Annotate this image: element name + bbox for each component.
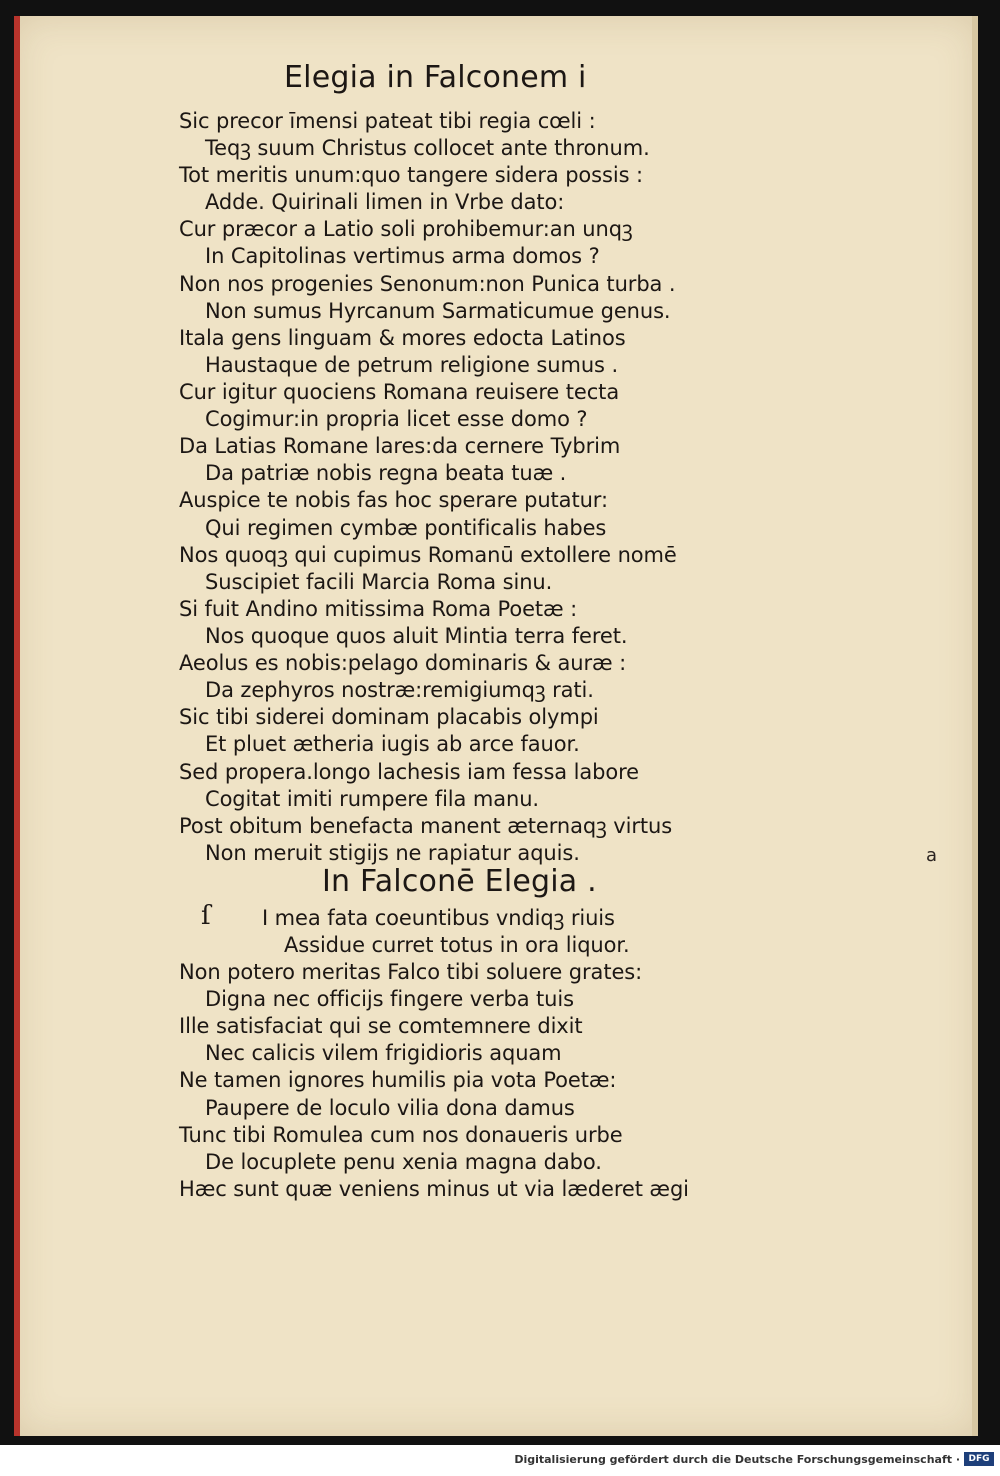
verse-line: Cogimur:in propria licet esse domo ? bbox=[205, 407, 588, 431]
initial-letter: ſ bbox=[201, 901, 211, 931]
verse-line: Sic precor īmensi pateat tibi regia cœli : bbox=[179, 109, 596, 133]
verse-line: Cogitat imiti rumpere fila manu. bbox=[205, 787, 539, 811]
verse-line: Si fuit Andino mitissima Roma Poetæ : bbox=[179, 597, 578, 621]
verse-line: Da patriæ nobis regna beata tuæ . bbox=[205, 461, 567, 485]
verse-line: Qui regimen cymbæ pontificalis habes bbox=[205, 516, 607, 540]
verse-line: Tot meritis unum:quo tangere sidera possis : bbox=[179, 163, 643, 187]
verse-line: Da zephyros nostræ:remigiumqꝫ rati. bbox=[205, 678, 594, 702]
verse-line: Ille satisfaciat qui se comtemnere dixit bbox=[179, 1014, 583, 1038]
verse-line: De locuplete penu xenia magna dabo. bbox=[205, 1150, 602, 1174]
verse-line: Ne tamen ignores humilis pia vota Poetæ: bbox=[179, 1068, 617, 1092]
verse-line: Cur igitur quociens Romana reuisere tecta bbox=[179, 380, 620, 404]
verse-line: In Capitolinas vertimus arma domos ? bbox=[205, 244, 600, 268]
verse-line: Digna nec officijs fingere verba tuis bbox=[205, 987, 574, 1011]
page-edge-right bbox=[972, 16, 978, 1436]
verse-line: Adde. Quirinali limen in Vrbe dato: bbox=[205, 190, 565, 214]
verse-line: Non sumus Hyrcanum Sarmaticumue genus. bbox=[205, 299, 671, 323]
verse-line: Tunc tibi Romulea cum nos donaueris urbe bbox=[179, 1123, 623, 1147]
verse-line: Sic tibi siderei dominam placabis olympi bbox=[179, 705, 599, 729]
verse-line: Nec calicis vilem frigidioris aquam bbox=[205, 1041, 562, 1065]
verse-line: Haustaque de petrum religione sumus . bbox=[205, 353, 619, 377]
verse-line: Suscipiet facili Marcia Roma sinu. bbox=[205, 570, 553, 594]
verse-line: Auspice te nobis fas hoc sperare putatur: bbox=[179, 488, 608, 512]
verse-line: Itala gens linguam & mores edocta Latinos bbox=[179, 326, 626, 350]
verse-line: Sed propera.longo lachesis iam fessa labore bbox=[179, 760, 639, 784]
verse-line: Cur præcor a Latio soli prohibemur:an unqꝫ bbox=[179, 217, 633, 241]
margin-signature-mark: a bbox=[926, 845, 938, 866]
verse-line: I mea fata coeuntibus vndiqꝫ riuis bbox=[262, 906, 615, 930]
digitization-footer bbox=[0, 1445, 1000, 1476]
verse-line: Et pluet ætheria iugis ab arce fauor. bbox=[205, 732, 580, 756]
funding-notice: Digitalisierung gefördert durch die Deutsche Forschungsgemeinschaft · bbox=[514, 1453, 960, 1466]
elegy-heading-2: In Falconē Elegia . bbox=[322, 864, 597, 899]
verse-line: Da Latias Romane lares:da cernere Tybrim bbox=[179, 434, 621, 458]
verse-line: Hæc sunt quæ veniens minus ut via læderet ægi bbox=[179, 1177, 689, 1201]
verse-line: Nos quoque quos aluit Mintia terra feret. bbox=[205, 624, 628, 648]
verse-line: Non nos progenies Senonum:non Punica turba . bbox=[179, 272, 676, 296]
verse-line: Aeolus es nobis:pelago dominaris & auræ : bbox=[179, 651, 627, 675]
verse-line: Assidue curret totus in ora liquor. bbox=[284, 933, 630, 957]
verse-line: Paupere de loculo vilia dona damus bbox=[205, 1096, 575, 1120]
elegy-heading-1: Elegia in Falconem i bbox=[284, 60, 587, 95]
verse-line: Post obitum benefacta manent æternaqꝫ virtus bbox=[179, 814, 673, 838]
dfg-logo: DFG bbox=[964, 1452, 994, 1466]
verse-line: Non meruit stigijs ne rapiatur aquis. bbox=[205, 841, 580, 865]
verse-line: Non potero meritas Falco tibi soluere grates: bbox=[179, 960, 643, 984]
verse-line: Teqꝫ suum Christus collocet ante thronum. bbox=[205, 136, 650, 160]
verse-line: Nos quoqꝫ qui cupimus Romanū extollere nomē bbox=[179, 543, 677, 567]
red-page-edge bbox=[14, 16, 20, 1436]
